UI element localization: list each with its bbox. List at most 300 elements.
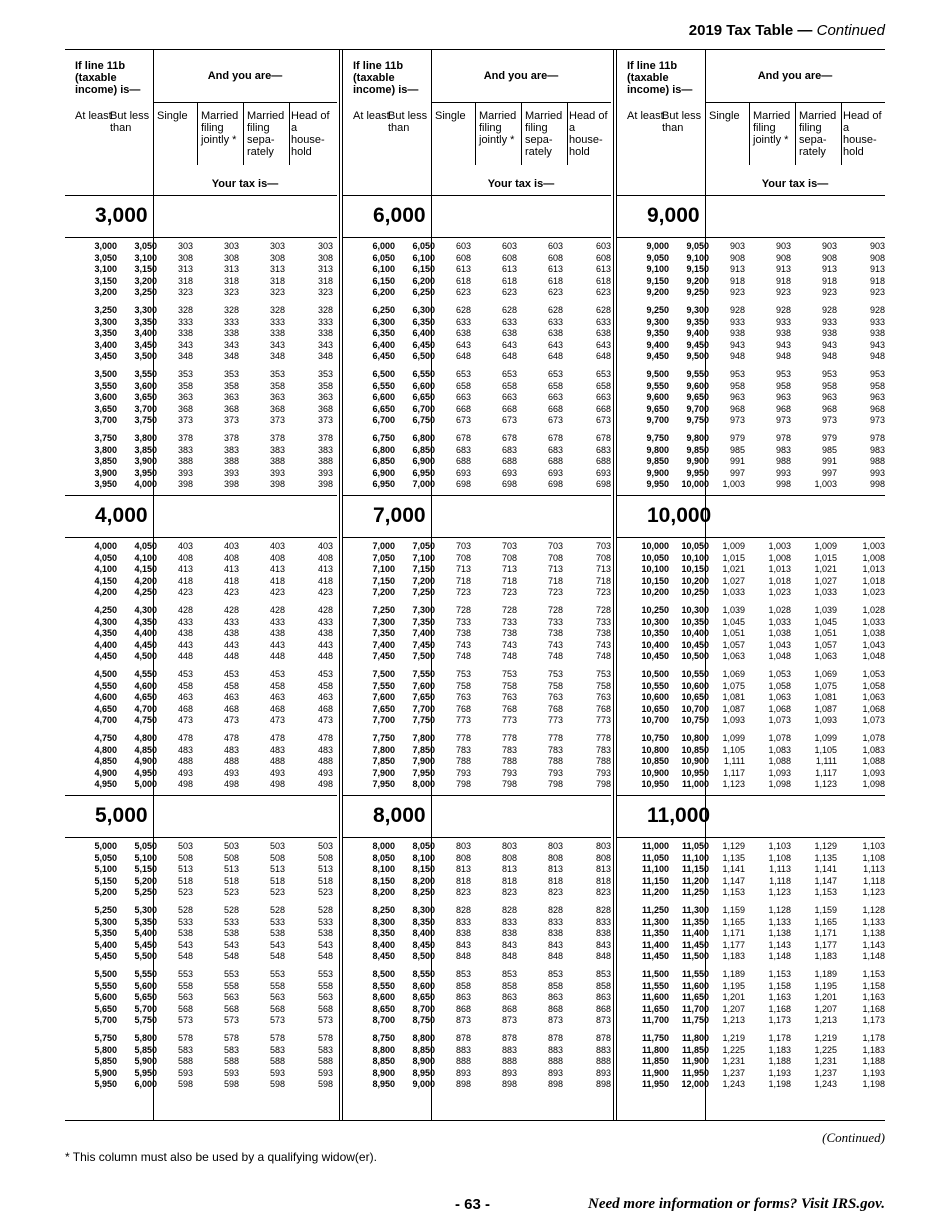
table-cell: 618 xyxy=(501,275,517,286)
column-header-but-less-than: But less than xyxy=(662,110,702,134)
table-cell: 1,183 xyxy=(862,1044,885,1055)
table-column xyxy=(797,305,837,363)
table-cell: 313 xyxy=(177,264,193,274)
table-cell: 483 xyxy=(223,744,239,755)
table-cell: 883 xyxy=(501,1044,517,1055)
section-label: 11,000 xyxy=(647,804,711,827)
table-cell: 833 xyxy=(547,916,563,927)
table-cell: 768 xyxy=(547,703,563,714)
table-cell: 9,050 xyxy=(686,241,709,251)
table-column xyxy=(707,841,745,899)
table-cell: 653 xyxy=(595,369,611,379)
row-group xyxy=(617,302,885,360)
table-cell: 443 xyxy=(177,639,193,650)
table-cell: 648 xyxy=(547,351,563,361)
table-cell: 1,189 xyxy=(814,969,837,979)
table-cell: 963 xyxy=(729,392,745,402)
table-cell: 6,600 xyxy=(372,392,395,402)
table-column xyxy=(155,433,193,491)
table-cell: 438 xyxy=(269,628,285,638)
table-cell: 1,057 xyxy=(814,639,837,650)
table-column xyxy=(355,433,395,491)
table-cell: 3,950 xyxy=(94,479,117,489)
table-cell: 3,300 xyxy=(94,316,117,327)
table-cell: 743 xyxy=(455,639,471,650)
table-cell: 893 xyxy=(595,1067,611,1078)
table-cell: 398 xyxy=(269,479,285,489)
table-cell: 5,250 xyxy=(94,905,117,915)
your-tax-is-header: Your tax is— xyxy=(211,178,279,190)
table-cell: 1,198 xyxy=(862,1079,885,1089)
table-cell: 1,087 xyxy=(722,703,745,714)
table-cell: 6,700 xyxy=(372,415,395,425)
column-header-mfs: Married filing sepa-rately xyxy=(525,110,563,158)
table-cell: 733 xyxy=(595,616,611,627)
table-column xyxy=(629,841,669,899)
table-cell: 1,018 xyxy=(862,575,885,586)
table-cell: 8,150 xyxy=(372,875,395,886)
table-cell: 413 xyxy=(177,564,193,574)
row-group xyxy=(617,538,885,596)
table-cell: 633 xyxy=(547,316,563,327)
table-cell: 903 xyxy=(869,241,885,251)
table-column xyxy=(523,841,563,899)
row-group xyxy=(617,602,885,660)
table-cell: 353 xyxy=(223,369,239,379)
table-cell: 498 xyxy=(223,779,239,789)
table-cell: 8,100 xyxy=(372,864,395,874)
table-column xyxy=(751,369,791,427)
table-cell: 588 xyxy=(223,1056,239,1066)
table-cell: 3,100 xyxy=(134,252,157,263)
table-cell: 8,350 xyxy=(412,916,435,927)
table-column xyxy=(433,433,471,491)
table-cell: 878 xyxy=(501,1033,517,1043)
table-cell: 11,900 xyxy=(641,1067,669,1078)
table-cell: 6,250 xyxy=(412,287,435,297)
table-cell: 943 xyxy=(869,339,885,350)
table-cell: 718 xyxy=(501,575,517,586)
table-column xyxy=(523,305,563,363)
table-cell: 11,100 xyxy=(641,864,669,874)
table-cell: 1,195 xyxy=(814,980,837,991)
row-group xyxy=(617,966,885,1024)
table-column xyxy=(355,541,395,599)
table-cell: 9,600 xyxy=(686,380,709,391)
table-column xyxy=(395,433,435,491)
table-cell: 1,188 xyxy=(862,1056,885,1066)
table-cell: 7,450 xyxy=(412,639,435,650)
table-cell: 313 xyxy=(223,264,239,274)
table-cell: 1,111 xyxy=(723,756,745,766)
table-cell: 1,048 xyxy=(862,651,885,661)
table-column xyxy=(77,241,117,299)
table-cell: 898 xyxy=(547,1079,563,1089)
table-cell: 6,650 xyxy=(372,403,395,414)
table-column xyxy=(843,1033,885,1091)
table-cell: 808 xyxy=(501,852,517,863)
table-cell: 10,550 xyxy=(681,669,709,679)
table-cell: 9,150 xyxy=(686,264,709,274)
table-cell: 918 xyxy=(869,275,885,286)
table-cell: 673 xyxy=(455,415,471,425)
section-heading xyxy=(617,195,885,238)
table-column xyxy=(669,969,709,1027)
table-cell: 608 xyxy=(547,252,563,263)
table-cell: 513 xyxy=(269,864,285,874)
table-cell: 4,150 xyxy=(94,575,117,586)
table-cell: 1,225 xyxy=(814,1044,837,1055)
table-cell: 1,225 xyxy=(722,1044,745,1055)
table-column xyxy=(477,241,517,299)
table-cell: 6,750 xyxy=(372,433,395,443)
table-cell: 583 xyxy=(177,1044,193,1055)
income-header-title: If line 11b (taxable income) is— xyxy=(75,60,141,96)
tax-table xyxy=(65,49,885,1121)
table-column xyxy=(843,605,885,663)
table-cell: 10,800 xyxy=(681,733,709,743)
table-cell: 313 xyxy=(269,264,285,274)
table-column xyxy=(797,241,837,299)
table-cell: 683 xyxy=(595,444,611,455)
table-cell: 318 xyxy=(177,275,193,286)
table-cell: 5,600 xyxy=(94,992,117,1002)
table-cell: 768 xyxy=(501,703,517,714)
table-cell: 753 xyxy=(547,669,563,679)
table-column xyxy=(629,241,669,299)
table-cell: 5,800 xyxy=(94,1044,117,1055)
section-label: 10,000 xyxy=(647,504,712,527)
table-cell: 513 xyxy=(177,864,193,874)
table-cell: 378 xyxy=(177,433,193,443)
table-cell: 1,183 xyxy=(814,951,837,961)
table-column xyxy=(355,369,395,427)
table-cell: 4,600 xyxy=(134,680,157,691)
table-cell: 743 xyxy=(595,639,611,650)
table-cell: 748 xyxy=(595,651,611,661)
row-group xyxy=(65,730,337,788)
table-cell: 11,800 xyxy=(681,1033,709,1043)
table-cell: 868 xyxy=(547,1003,563,1014)
row-group xyxy=(65,430,337,488)
table-cell: 5,750 xyxy=(94,1033,117,1043)
table-cell: 5,950 xyxy=(94,1079,117,1089)
table-cell: 1,128 xyxy=(768,905,791,915)
table-cell: 3,850 xyxy=(134,444,157,455)
table-column xyxy=(629,369,669,427)
table-cell: 9,650 xyxy=(646,403,669,414)
table-cell: 8,950 xyxy=(412,1067,435,1078)
table-column xyxy=(155,1033,193,1091)
table-cell: 9,350 xyxy=(646,328,669,338)
table-cell: 333 xyxy=(317,316,333,327)
table-cell: 413 xyxy=(269,564,285,574)
table-column xyxy=(117,541,157,599)
table-cell: 538 xyxy=(269,928,285,938)
table-cell: 993 xyxy=(775,467,791,478)
table-cell: 4,300 xyxy=(94,616,117,627)
table-cell: 10,050 xyxy=(681,541,709,551)
table-cell: 6,400 xyxy=(412,328,435,338)
row-group xyxy=(65,838,337,896)
table-cell: 11,350 xyxy=(681,916,709,927)
table-column xyxy=(395,905,435,963)
table-column xyxy=(395,605,435,663)
table-column xyxy=(433,605,471,663)
table-cell: 338 xyxy=(269,328,285,338)
table-cell: 5,600 xyxy=(134,980,157,991)
table-column xyxy=(569,241,611,299)
table-column xyxy=(291,541,333,599)
table-cell: 1,168 xyxy=(862,1003,885,1014)
page-number: - 63 - xyxy=(455,1196,491,1213)
table-cell: 1,243 xyxy=(814,1079,837,1089)
table-cell: 653 xyxy=(547,369,563,379)
table-cell: 7,500 xyxy=(412,651,435,661)
column-divider xyxy=(521,102,522,165)
table-cell: 758 xyxy=(455,680,471,691)
table-cell: 818 xyxy=(501,875,517,886)
table-cell: 368 xyxy=(223,403,239,414)
table-cell: 9,250 xyxy=(646,305,669,315)
table-column xyxy=(797,541,837,599)
table-cell: 858 xyxy=(547,980,563,991)
table-cell: 973 xyxy=(869,415,885,425)
table-cell: 638 xyxy=(547,328,563,338)
table-cell: 623 xyxy=(595,287,611,297)
table-column xyxy=(291,433,333,491)
table-cell: 578 xyxy=(269,1033,285,1043)
table-cell: 668 xyxy=(501,403,517,414)
table-cell: 1,138 xyxy=(862,928,885,938)
table-cell: 303 xyxy=(177,241,193,251)
table-cell: 573 xyxy=(317,1015,333,1025)
table-cell: 7,950 xyxy=(372,779,395,789)
table-cell: 568 xyxy=(177,1003,193,1014)
table-cell: 343 xyxy=(223,339,239,350)
table-cell: 503 xyxy=(177,841,193,851)
table-cell: 4,650 xyxy=(94,703,117,714)
table-cell: 353 xyxy=(269,369,285,379)
income-header-title: If line 11b (taxable income) is— xyxy=(353,60,419,96)
table-cell: 1,213 xyxy=(814,1015,837,1025)
table-cell: 6,500 xyxy=(372,369,395,379)
table-column xyxy=(245,669,285,727)
table-cell: 768 xyxy=(455,703,471,714)
table-cell: 10,300 xyxy=(681,605,709,615)
table-column xyxy=(797,905,837,963)
table-cell: 11,450 xyxy=(641,951,669,961)
table-column xyxy=(117,241,157,299)
table-column xyxy=(155,733,193,791)
table-cell: 3,500 xyxy=(134,351,157,361)
table-cell: 4,850 xyxy=(134,744,157,755)
table-cell: 808 xyxy=(455,852,471,863)
table-column xyxy=(797,733,837,791)
section-heading xyxy=(65,495,337,538)
table-cell: 10,100 xyxy=(681,552,709,563)
table-cell: 458 xyxy=(269,680,285,691)
table-cell: 848 xyxy=(595,951,611,961)
table-cell: 11,600 xyxy=(641,992,669,1002)
table-cell: 453 xyxy=(317,669,333,679)
table-cell: 1,207 xyxy=(814,1003,837,1014)
table-cell: 6,200 xyxy=(372,287,395,297)
table-cell: 868 xyxy=(595,1003,611,1014)
table-cell: 7,450 xyxy=(372,651,395,661)
table-cell: 10,450 xyxy=(641,651,669,661)
table-cell: 783 xyxy=(501,744,517,755)
table-cell: 8,950 xyxy=(372,1079,395,1089)
row-group xyxy=(343,302,611,360)
table-cell: 1,068 xyxy=(768,703,791,714)
table-column xyxy=(707,905,745,963)
column-divider xyxy=(475,102,476,165)
table-cell: 968 xyxy=(869,403,885,414)
table-cell: 7,700 xyxy=(372,715,395,725)
table-column xyxy=(843,905,885,963)
table-cell: 1,148 xyxy=(862,951,885,961)
table-cell: 1,051 xyxy=(814,628,837,638)
table-cell: 533 xyxy=(269,916,285,927)
table-cell: 5,050 xyxy=(134,841,157,851)
row-group xyxy=(65,666,337,724)
table-cell: 448 xyxy=(317,651,333,661)
table-cell: 1,201 xyxy=(814,992,837,1002)
table-cell: 658 xyxy=(547,380,563,391)
table-cell: 543 xyxy=(177,939,193,950)
table-cell: 628 xyxy=(547,305,563,315)
table-cell: 433 xyxy=(317,616,333,627)
table-column xyxy=(117,1033,157,1091)
table-cell: 1,129 xyxy=(814,841,837,851)
table-cell: 708 xyxy=(455,552,471,563)
table-cell: 628 xyxy=(455,305,471,315)
table-cell: 1,117 xyxy=(815,767,837,778)
table-cell: 9,300 xyxy=(686,305,709,315)
table-cell: 5,500 xyxy=(134,951,157,961)
table-cell: 1,039 xyxy=(722,605,745,615)
table-cell: 863 xyxy=(455,992,471,1002)
table-column xyxy=(117,605,157,663)
table-cell: 318 xyxy=(223,275,239,286)
table-cell: 997 xyxy=(821,467,837,478)
table-column xyxy=(155,905,193,963)
table-column xyxy=(117,669,157,727)
table-cell: 973 xyxy=(821,415,837,425)
table-panel xyxy=(613,50,885,1120)
table-cell: 498 xyxy=(317,779,333,789)
table-cell: 833 xyxy=(501,916,517,927)
table-cell: 11,150 xyxy=(681,864,709,874)
table-column xyxy=(117,369,157,427)
table-cell: 558 xyxy=(177,980,193,991)
table-cell: 948 xyxy=(729,351,745,361)
table-cell: 348 xyxy=(269,351,285,361)
table-cell: 5,150 xyxy=(94,875,117,886)
table-cell: 6,050 xyxy=(412,241,435,251)
table-cell: 8,400 xyxy=(412,928,435,938)
column-header-mfs: Married filing sepa-rately xyxy=(247,110,285,158)
table-cell: 913 xyxy=(869,264,885,274)
and-you-are-header: And you are— xyxy=(153,50,337,103)
table-cell: 4,600 xyxy=(94,692,117,702)
table-cell: 738 xyxy=(595,628,611,638)
table-cell: 10,650 xyxy=(641,703,669,714)
table-cell: 508 xyxy=(177,852,193,863)
table-cell: 463 xyxy=(177,692,193,702)
table-cell: 658 xyxy=(501,380,517,391)
table-column xyxy=(433,733,471,791)
continued-label: (Continued) xyxy=(822,1130,885,1145)
table-cell: 333 xyxy=(223,316,239,327)
section-label: 5,000 xyxy=(95,804,148,827)
table-column xyxy=(77,605,117,663)
table-cell: 4,700 xyxy=(134,703,157,714)
table-cell: 618 xyxy=(547,275,563,286)
table-column xyxy=(523,369,563,427)
table-cell: 10,100 xyxy=(641,564,669,574)
table-cell: 428 xyxy=(317,605,333,615)
table-cell: 4,350 xyxy=(94,628,117,638)
table-cell: 633 xyxy=(501,316,517,327)
table-cell: 363 xyxy=(223,392,239,402)
table-cell: 938 xyxy=(869,328,885,338)
column-divider xyxy=(197,102,198,165)
table-cell: 913 xyxy=(775,264,791,274)
table-cell: 1,045 xyxy=(814,616,837,627)
table-cell: 968 xyxy=(775,403,791,414)
table-cell: 463 xyxy=(223,692,239,702)
table-cell: 1,141 xyxy=(814,864,837,874)
table-cell: 3,450 xyxy=(94,351,117,361)
table-cell: 353 xyxy=(177,369,193,379)
row-group xyxy=(343,602,611,660)
table-column xyxy=(523,733,563,791)
table-cell: 1,098 xyxy=(862,779,885,789)
table-cell: 378 xyxy=(269,433,285,443)
table-cell: 1,033 xyxy=(722,587,745,597)
table-cell: 7,550 xyxy=(412,669,435,679)
table-column xyxy=(291,1033,333,1091)
table-column xyxy=(707,605,745,663)
table-column xyxy=(155,969,193,1027)
table-cell: 773 xyxy=(455,715,471,725)
table-cell: 997 xyxy=(729,467,745,478)
table-column xyxy=(569,433,611,491)
table-cell: 11,050 xyxy=(681,841,709,851)
table-column xyxy=(843,433,885,491)
table-cell: 7,600 xyxy=(412,680,435,691)
table-cell: 563 xyxy=(177,992,193,1002)
table-cell: 1,213 xyxy=(722,1015,745,1025)
table-cell: 1,087 xyxy=(814,703,837,714)
table-cell: 10,400 xyxy=(641,639,669,650)
table-column xyxy=(523,605,563,663)
table-cell: 788 xyxy=(547,756,563,766)
table-cell: 713 xyxy=(501,564,517,574)
table-cell: 733 xyxy=(501,616,517,627)
table-cell: 493 xyxy=(223,767,239,778)
table-column xyxy=(669,605,709,663)
table-cell: 8,650 xyxy=(412,992,435,1002)
table-cell: 883 xyxy=(455,1044,471,1055)
table-column xyxy=(77,541,117,599)
table-cell: 5,000 xyxy=(94,841,117,851)
table-cell: 438 xyxy=(177,628,193,638)
table-cell: 10,600 xyxy=(681,680,709,691)
table-cell: 1,123 xyxy=(722,779,745,789)
